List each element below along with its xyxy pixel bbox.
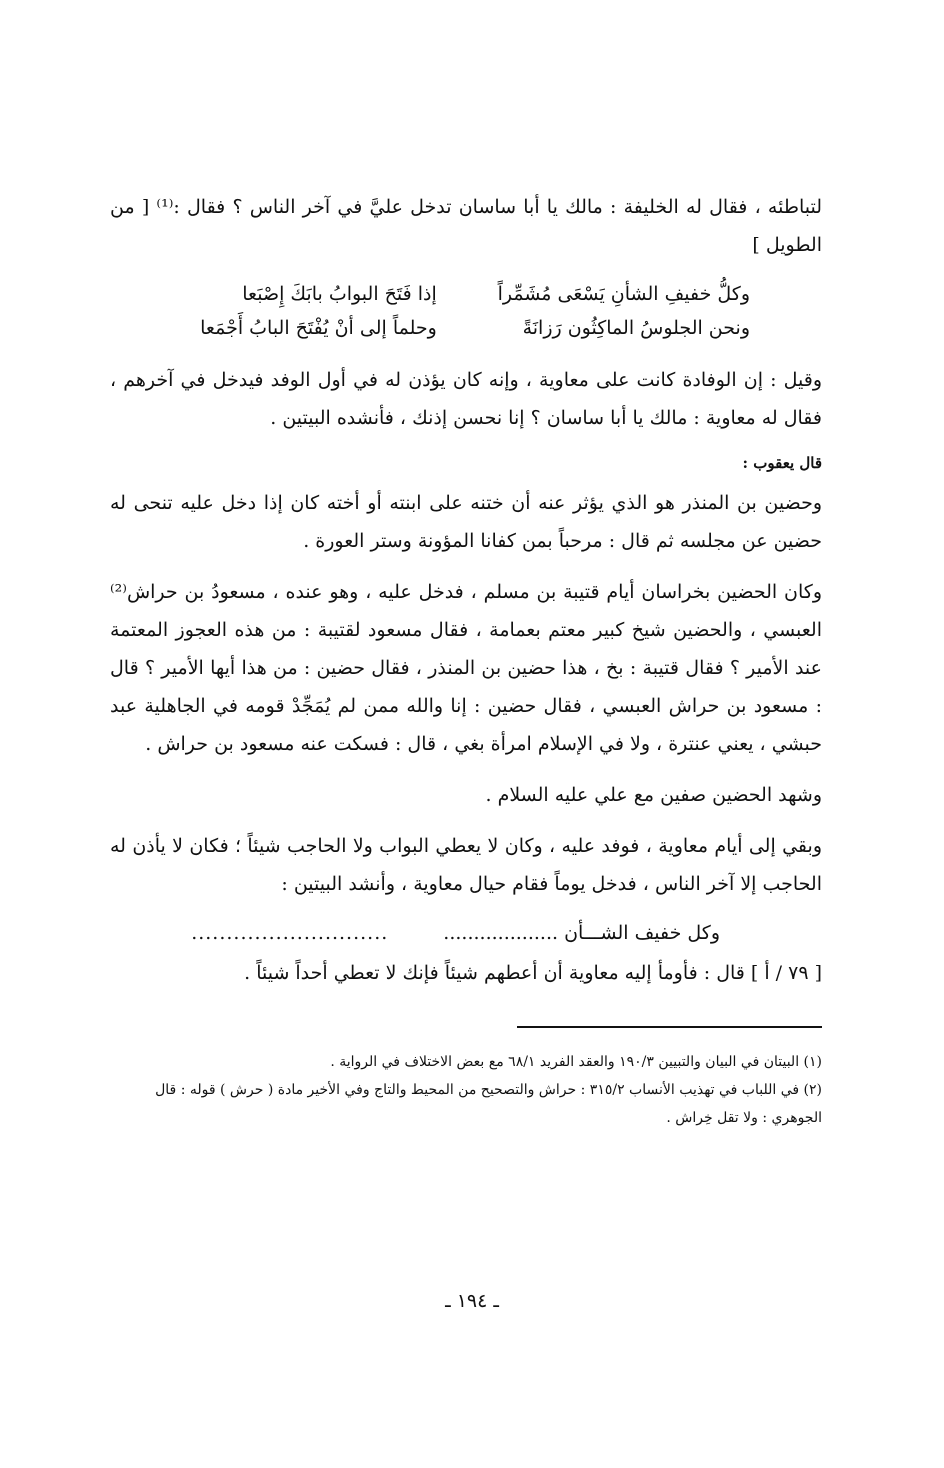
abbreviated-poem-second-hemistich: ............................ xyxy=(191,922,389,944)
poem-line-1-first-hemistich: وكلُّ خفيفِ الشأنِ يَسْعَى مُشَمِّراً xyxy=(497,283,750,305)
abbreviated-poem-first-hemistich: وكل خفيف الشـــأن ................... xyxy=(443,922,720,944)
paragraph-3: وحضين بن المنذر هو الذي يؤثر عنه أن ختنه على ابنته أو أخته كان إذا دخل عليه تنحى له حضين عن مجلسه ثم قال : مرحباً بمن كفانا المؤونة وستر العورة . xyxy=(110,492,822,552)
footnote-separator xyxy=(517,1026,822,1028)
paragraph-1: لتباطئه ، فقال له الخليفة : مالك يا أبا ساسان تدخل عليَّ في آخر الناس ؟ فقال :⁽¹⁾ [ من الطويل ] xyxy=(110,196,822,256)
page-number: ـ ١٩٤ ـ xyxy=(445,1290,499,1312)
section-label: قال يعقوب : xyxy=(742,454,822,472)
poem-line-2-first-hemistich: ونحن الجلوسُ الماكِثُون رَزانَةً xyxy=(522,317,750,339)
paragraph-7: [ ٧٩ / أ ] قال : فأومأ إليه معاوية أن أعطهم شيئاً فإنك لا تعطي أحداً شيئاً . xyxy=(244,962,822,984)
page-body xyxy=(110,188,822,1132)
paragraph-6: وبقي إلى أيام معاوية ، فوفد عليه ، وكان لا يعطي البواب ولا الحاجب شيئاً ؛ فكان لا يأذن له الحاجب إلا آخر الناس ، فدخل يوماً فقام حيال معاوية ، وأنشد البيتين : xyxy=(110,835,822,895)
abbreviated-poem-line xyxy=(110,916,822,950)
paragraph-2: وقيل : إن الوفادة كانت على معاوية ، وإنه كان يؤذن له في أول الوفد فيدخل في آخرهم ، فقال له معاوية : مالك يا أبا ساسان ؟ إنا نحسن إذنك ، فأنشده البيتين . xyxy=(110,369,822,429)
footnote-2: (٢) في اللباب في تهذيب الأنساب ٣١٥/٢ : حراش والتصحيح من المحيط والتاج وفي الأخير مادة ( حرش ) قوله : قال الجوهري : ولا تقل خِراش . xyxy=(155,1082,822,1126)
footnote-1: (١) البيتان في البيان والتبيين ١٩٠/٣ والعقد الفريد ٦٨/١ مع بعض الاختلاف في الرواية . xyxy=(330,1054,822,1070)
poem-line-1-second-hemistich: إذا فَتَحَ البوابُ بابَكَ إِصْبَعا xyxy=(242,283,437,305)
poem-line-2 xyxy=(170,311,750,345)
paragraph-4: وكان الحضين بخراسان أيام قتيبة بن مسلم ، فدخل عليه ، وهو عنده ، مسعودُ بن حراش⁽²⁾ العبسي ، والحضين شيخ كبير معتم بعمامة ، فقال مسعود لقتيبة : من هذه العجوز المعتمة عند الأمير ؟ فقال قتيبة : بخ ، هذا حضين بن المنذر ، فقال حضين : من هذا أيها الأمير ؟ قال : مسعود بن حراش العبسي ، فقال حضين : إنا والله ممن لم يُمَجِّدْ قومه في الجاهلية عبد حبشي ، يعني عنترة ، ولا في الإسلام امرأة بغي ، قال : فسكت عنه مسعود بن حراش . xyxy=(110,581,822,755)
poem-line-2-second-hemistich: وحلماً إلى أنْ يُفْتَحَ البابُ أَجْمَعا xyxy=(200,317,437,339)
poem-line-1 xyxy=(170,277,750,311)
paragraph-5: وشهد الحضين صفين مع علي عليه السلام . xyxy=(485,784,822,806)
poem-block xyxy=(110,277,822,345)
